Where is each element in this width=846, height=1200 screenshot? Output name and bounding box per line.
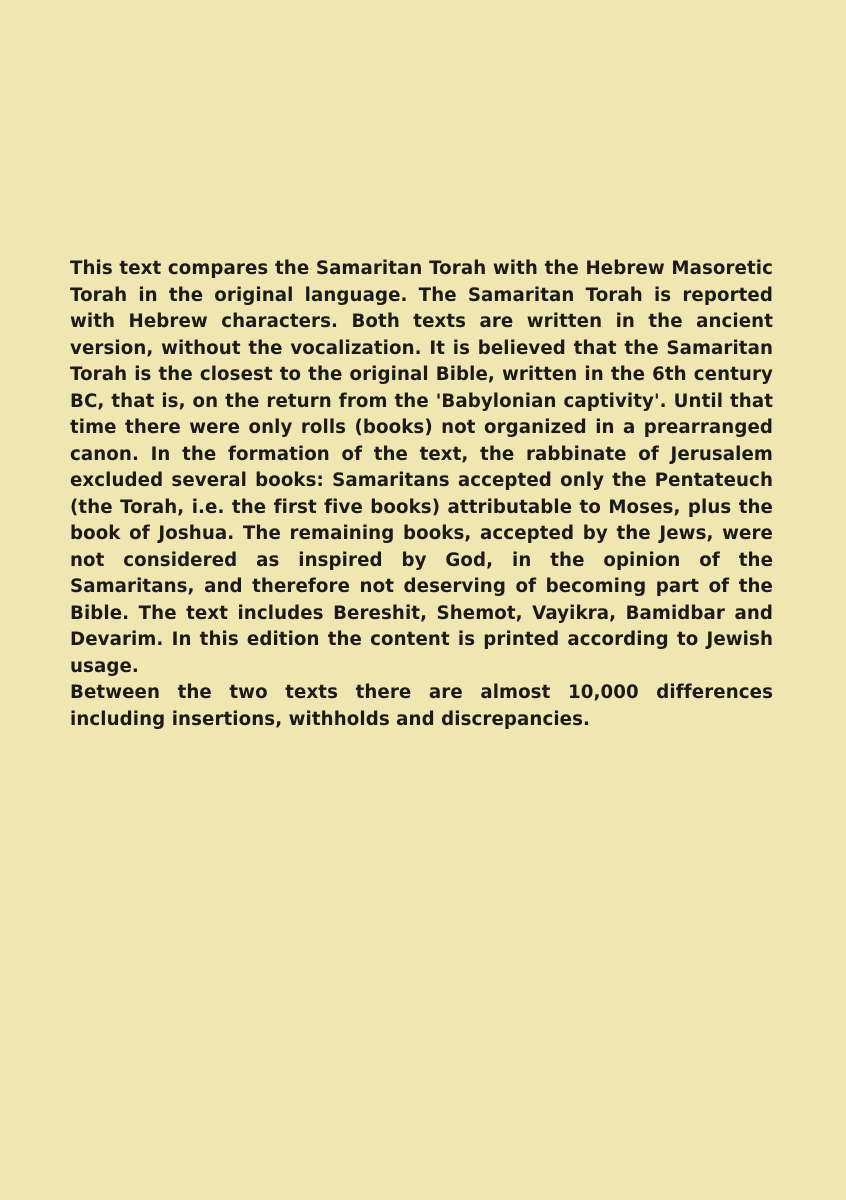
description-paragraph-1: This text compares the Samaritan Torah with the Hebrew Masoretic Torah in the original language. The Samaritan Torah is reported with Hebrew characters. Both texts are written in the ancient version, without the vocalization. It is believed that the Samaritan Torah is the closest to the original Bible, written in the 6th century BC, that is, on the return from the 'Babylonian captivity'. Until that time there were only rolls (books) not organized in a prearranged canon. In the formation of the text, the rabbinate of Jerusalem excluded several books: Samaritans accepted only the Pentateuch (the Torah, i.e. the first five books) attributable to Moses, plus the book of Joshua. The remaining books, accepted by the Jews, were not considered as inspired by God, in the opinion of the Samaritans, and therefore not deserving of becoming part of the Bible. The text includes Bereshit, Shemot, Vayikra, Bamidbar and Devarim. In this edition the content is printed according to Jewish usage. [70, 258, 773, 677]
description-paragraph-2: Between the two texts there are almost 10,000 differences including insertions, withholds and discrepancies. [70, 682, 773, 730]
description-text-block [70, 256, 773, 733]
